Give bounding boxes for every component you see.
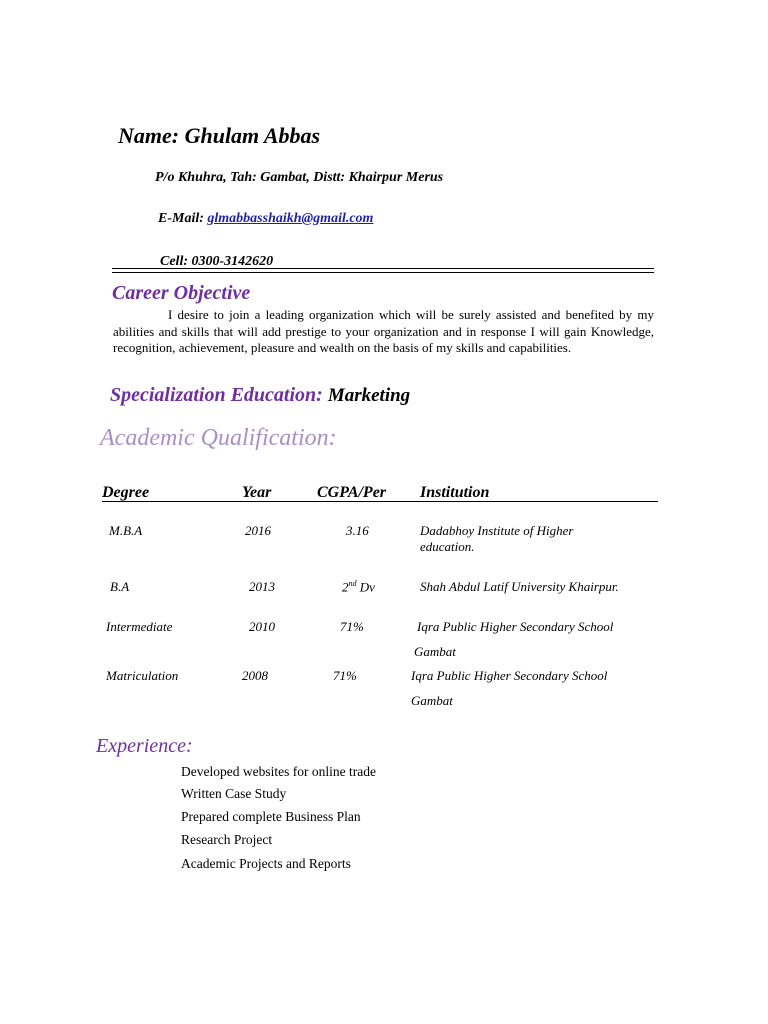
row-intermediate-degree: Intermediate <box>106 619 173 634</box>
experience-item: Written Case Study <box>181 786 287 801</box>
row-ba-institution: Shah Abdul Latif University Khairpur. <box>420 579 619 594</box>
row-ba-cgpa-rest: Dv <box>356 579 375 595</box>
column-header-year: Year <box>242 484 272 501</box>
career-objective-text: I desire to join a leading organization which will be surely assisted and benefited by my abilities and skills that will add prestige to your organization and in response I will gain Knowledge, recognition, achievement, pleasure and wealth on the basis of my skills and capabilities. <box>113 307 654 355</box>
experience-item: Research Project <box>181 832 273 847</box>
table-header-rule <box>102 501 658 502</box>
row-matriculation-degree: Matriculation <box>106 668 179 683</box>
academic-qualification-heading: Academic Qualification: <box>100 425 337 451</box>
email-label: E-Mail: <box>158 211 208 226</box>
row-intermediate-institution-cont: Gambat <box>414 644 456 659</box>
applicant-name: Name: Ghulam Abbas <box>118 123 321 148</box>
specialization-label: Specialization Education: <box>110 384 328 406</box>
specialization-line <box>110 384 410 407</box>
career-objective-heading: Career Objective <box>112 282 251 304</box>
column-header-institution: Institution <box>420 484 490 501</box>
row-mba-degree: M.B.A <box>109 523 143 538</box>
row-ba-cgpa-main: 2 <box>342 579 349 595</box>
experience-item: Academic Projects and Reports <box>181 856 351 871</box>
cell-number: Cell: 0300-3142620 <box>160 254 274 269</box>
header-rule-top <box>112 268 654 269</box>
row-intermediate-institution: Iqra Public Higher Secondary School <box>417 619 614 634</box>
column-header-degree: Degree <box>102 484 150 501</box>
email-line <box>158 211 373 227</box>
experience-item: Developed websites for online trade <box>181 764 376 779</box>
row-intermediate-cgpa: 71% <box>340 619 364 634</box>
row-ba-cgpa <box>342 579 375 595</box>
column-header-cgpa: CGPA/Per <box>317 484 387 501</box>
row-ba-degree: B.A <box>110 579 130 594</box>
header-rule-bottom <box>112 272 654 273</box>
row-matriculation-institution-cont: Gambat <box>411 693 453 708</box>
row-mba-year: 2016 <box>245 523 271 538</box>
row-ba-year: 2013 <box>249 579 275 594</box>
row-intermediate-year: 2010 <box>249 619 275 634</box>
experience-item: Prepared complete Business Plan <box>181 809 361 824</box>
row-mba-cgpa: 3.16 <box>346 523 369 538</box>
address-line: P/o Khuhra, Tah: Gambat, Distt: Khairpur Merus <box>155 170 444 185</box>
row-matriculation-year: 2008 <box>242 668 268 683</box>
row-mba-institution-cont: education. <box>420 539 475 554</box>
email-link[interactable]: glmabbasshaikh@gmail.com <box>207 211 374 226</box>
specialization-value: Marketing <box>327 385 411 406</box>
row-mba-institution: Dadabhoy Institute of Higher <box>420 523 574 538</box>
row-matriculation-cgpa: 71% <box>333 668 357 683</box>
row-ba-cgpa-sup: nd <box>348 579 357 588</box>
row-matriculation-institution: Iqra Public Higher Secondary School <box>411 668 608 683</box>
experience-heading: Experience: <box>96 735 193 757</box>
